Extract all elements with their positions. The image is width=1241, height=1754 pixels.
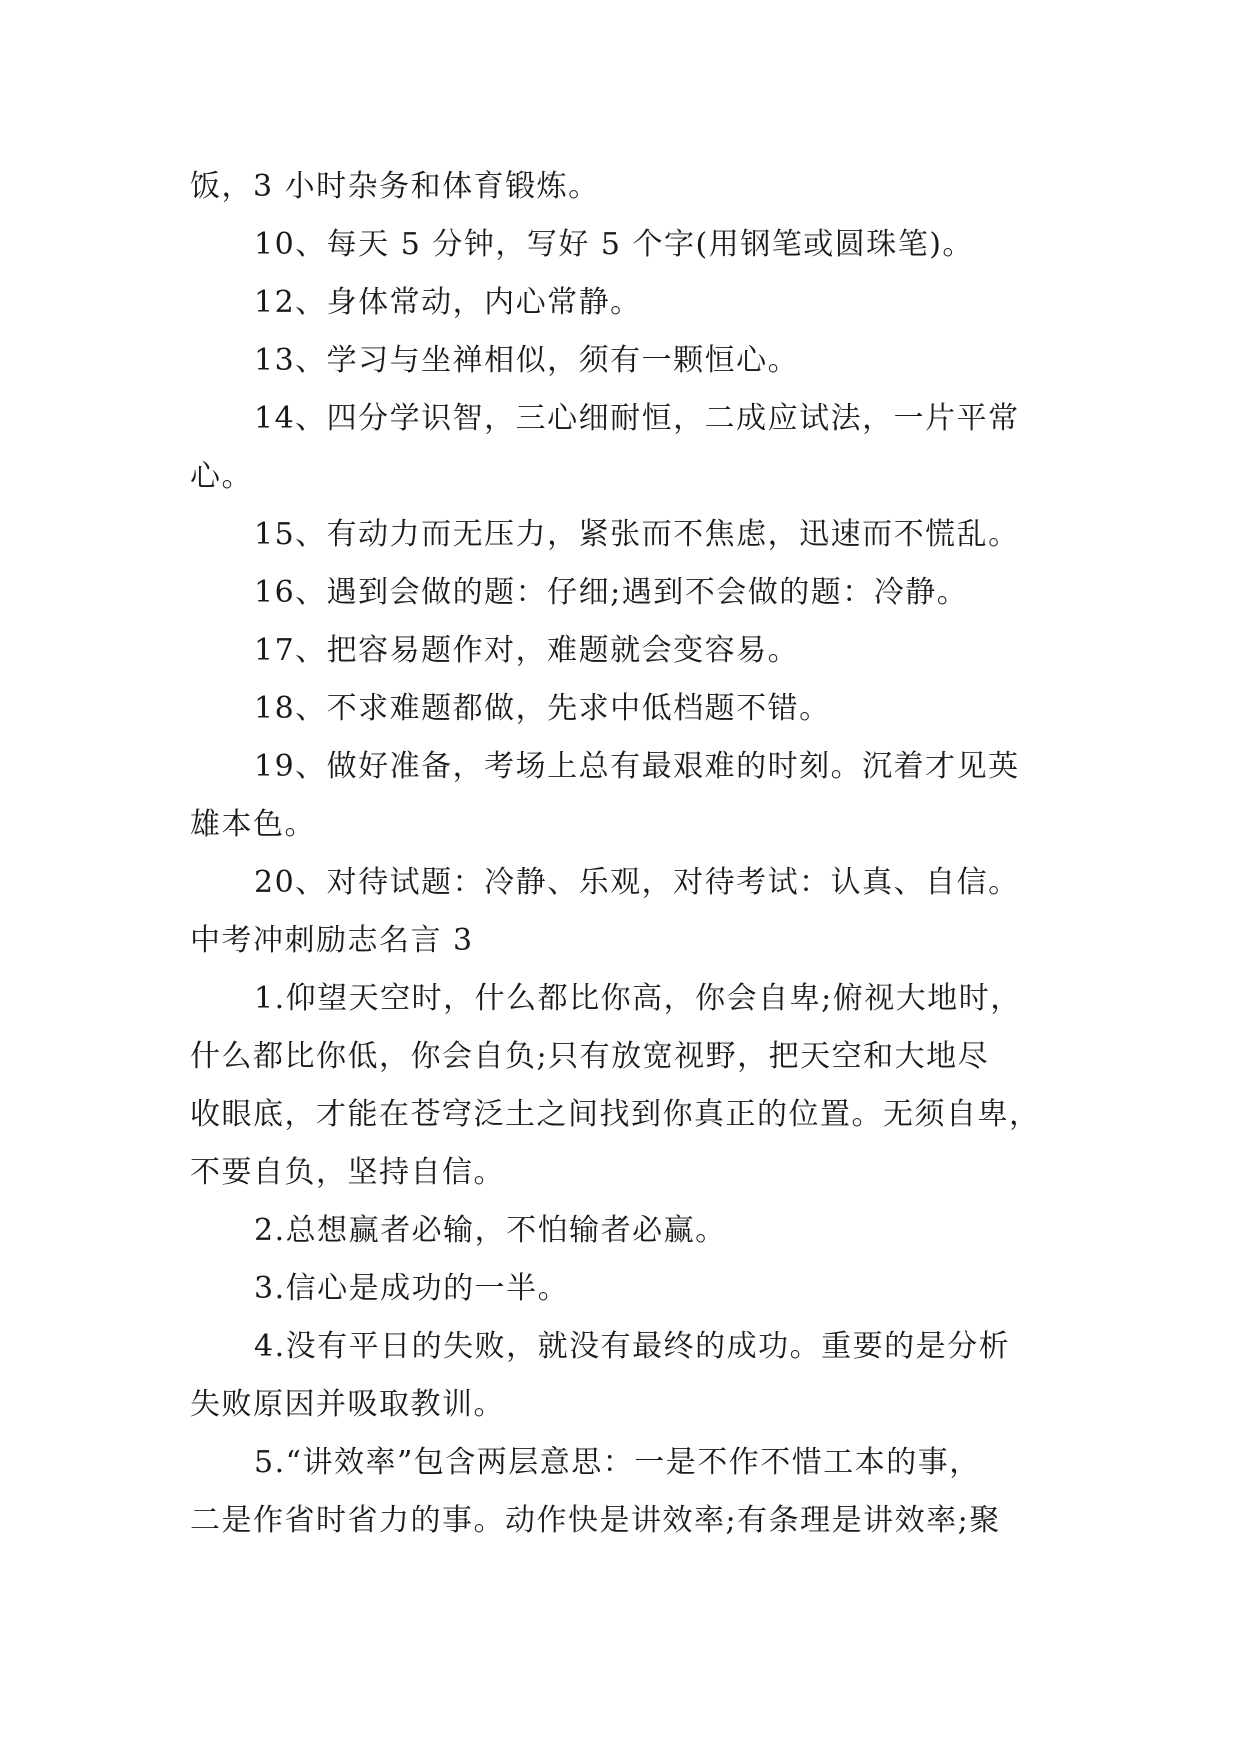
text-line: 什么都比你低，你会自负;只有放宽视野，把天空和大地尽 [190, 1039, 990, 1074]
text-line: 3.信心是成功的一半。 [254, 1271, 570, 1306]
text-line: 13、学习与坐禅相似，须有一颗恒心。 [254, 343, 800, 378]
section-heading: 中考冲刺励志名言 3 [190, 923, 474, 958]
text-line: 10、每天 5 分钟，写好 5 个字(用钢笔或圆珠笔)。 [254, 227, 974, 262]
text-line: 2.总想赢者必输，不怕输者必赢。 [254, 1213, 727, 1248]
text-line: 饭，3 小时杂务和体育锻炼。 [190, 169, 600, 204]
text-line: 14、四分学识智，三心细耐恒，二成应试法，一片平常 [254, 401, 1020, 436]
text-line: 20、对待试题：冷静、乐观，对待考试：认真、自信。 [254, 865, 1020, 900]
text-line: 失败原因并吸取教训。 [190, 1387, 505, 1422]
text-line: 16、遇到会做的题：仔细;遇到不会做的题：冷静。 [254, 575, 969, 610]
text-line: 5.“讲效率”包含两层意思：一是不作不惜工本的事， [254, 1445, 981, 1480]
text-line: 4.没有平日的失败，就没有最终的成功。重要的是分析 [254, 1329, 1011, 1364]
text-line: 不要自负，坚持自信。 [190, 1155, 505, 1190]
text-line: 心。 [190, 459, 253, 494]
text-line: 雄本色。 [190, 807, 316, 842]
text-line: 19、做好准备，考场上总有最艰难的时刻。沉着才见英 [254, 749, 1020, 784]
text-line: 15、有动力而无压力，紧张而不焦虑，迅速而不慌乱。 [254, 517, 1020, 552]
text-line: 17、把容易题作对，难题就会变容易。 [254, 633, 800, 668]
text-line: 1.仰望天空时，什么都比你高，你会自卑;俯视大地时， [254, 981, 1022, 1016]
text-line: 二是作省时省力的事。动作快是讲效率;有条理是讲效率;聚 [190, 1503, 1001, 1538]
text-line: 收眼底，才能在苍穹泛土之间找到你真正的位置。无须自卑， [190, 1097, 1041, 1132]
text-line: 12、身体常动，内心常静。 [254, 285, 642, 320]
text-line: 18、不求难题都做，先求中低档题不错。 [254, 691, 831, 726]
